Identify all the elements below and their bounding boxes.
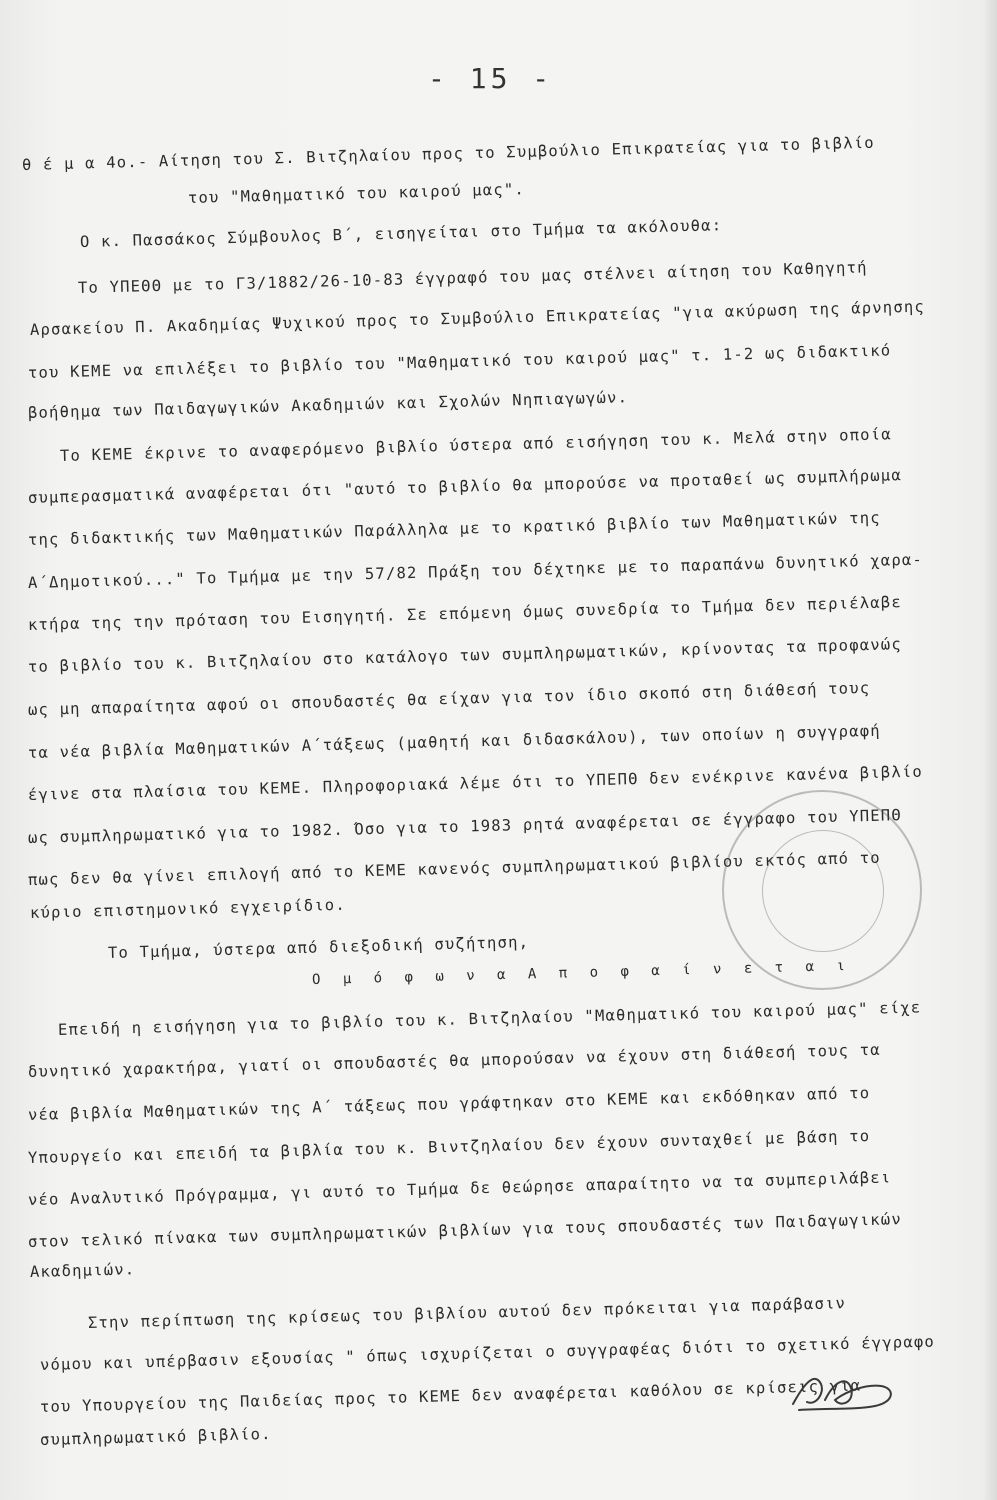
text-line: κτήρα της την πρόταση του Εισηγητή. Σε επόμενη όμως συνεδρία το Τμήμα δεν περιέλαβε bbox=[27, 593, 903, 634]
text-line: Το ΥΠΕΘΘ με το Γ3/1882/26-10-83 έγγραφό του μας στέλνει αίτηση του Καθηγητή bbox=[77, 258, 868, 297]
text-line: έγινε στα πλαίσια του ΚΕΜΕ. Πληροφοριακά λέμε ότι το ΥΠΕΠΘ δεν ενέκρινε κανένα βιβλίο bbox=[27, 762, 924, 804]
text-line: κύριο επιστημονικό εγχειρίδιο. bbox=[29, 895, 347, 922]
signature-mark bbox=[785, 1362, 905, 1422]
text-line: Το ΚΕΜΕ έκρινε το αναφερόμενο βιβλίο ύστερα από εισήγηση του κ. Μελά στην οποία bbox=[59, 425, 892, 465]
text-line: νέο Αναλυτικό Πρόγραμμα, γι αυτό το Τμήμα δε θεώρησε απαραίτητο να τα συμπεριλάβει bbox=[27, 1168, 892, 1209]
text-line: συμπερασματικά αναφέρεται ότι "αυτό το βιβλίο θα μπορούσε να προταθεί ως συμπλήρωμα bbox=[27, 466, 903, 507]
text-line: της διδακτικής των Μαθηματικών Παράλληλα με το κρατικό βιβλίο των Μαθηματικών της bbox=[27, 508, 882, 549]
stamp-inner-ring bbox=[762, 830, 884, 952]
text-line: το βιβλίο του κ. Βιτζηλαίου στο κατάλογο των συμπληρωματικών, κρίνοντας τα προφανώς bbox=[27, 635, 903, 676]
text-line: θ έ μ α 4ο.- Αίτηση του Σ. Βιτζηλαίου προς το Συμβούλιο Επικρατείας για το βιβλίο bbox=[21, 133, 876, 174]
text-line: ως συμπληρωματικό για το 1982. Όσο για το 1983 ρητά αναφέρεται σε έγγραφο του ΥΠΕΠΘ bbox=[27, 806, 903, 847]
text-line: Υπουργείο και επειδή τα βιβλία του κ. Βιντζηλαίου δεν έχουν συνταχθεί με βάση το bbox=[27, 1126, 871, 1167]
text-line: Α΄Δημοτικού..." Το Τμήμα με την 57/82 Πράξη του δέχτηκε με το παραπάνω δυνητικό χαρα- bbox=[27, 550, 924, 592]
text-line: ως μη απαραίτητα αφού οι σπουδαστές θα είχαν για τον ίδιο σκοπό στη διάθεσή τους bbox=[27, 678, 871, 719]
text-line: νόμου και υπέρβασιν εξουσίας " όπως ισχυρίζεται ο συγγραφέας διότι το σχετικό έγγραφο bbox=[39, 1332, 936, 1374]
text-line: βοήθημα των Παιδαγωγικών Ακαδημιών και Σχολών Νηπιαγωγών. bbox=[27, 388, 629, 422]
text-line: του ΚΕΜΕ να επιλέξει το βιβλίο του "Μαθηματικό του καιρού μας" τ. 1-2 ως διδακτικό bbox=[27, 341, 892, 382]
text-line: Το Τμήμα, ύστερα από διεξοδική συζήτηση, bbox=[107, 932, 530, 962]
text-line: Αρσακείου Π. Ακαδημίας Ψυχικού προς το Συμβούλιο Επικρατείας "για ακύρωση της άρνησης bbox=[29, 297, 926, 339]
text-line: δυνητικό χαρακτήρα, γιατί οι σπουδαστές θα μπορούσαν να έχουν στη διάθεσή τους τα bbox=[27, 1040, 882, 1081]
text-line: πως δεν θα γίνει επιλογή από το ΚΕΜΕ κανενός συμπληρωματικού βιβλίου εκτός από το bbox=[27, 848, 882, 889]
text-line: στον τελικό πίνακα των συμπληρωματικών βιβλίων για τους σπουδαστές των Παιδαγωγικών bbox=[27, 1210, 903, 1251]
text-line: του Υπουργείου της Παιδείας προς το ΚΕΜΕ δεν αναφέρεται καθόλου σε κρίσεις για bbox=[39, 1376, 862, 1416]
text-line: τα νέα βιβλία Μαθηματικών Α΄τάξεως (μαθητή και διδασκάλου), των οποίων η συγγραφή bbox=[27, 721, 882, 762]
text-line: συμπληρωματικό βιβλίο. bbox=[39, 1424, 272, 1449]
page-edge-shadow bbox=[983, 0, 997, 1500]
text-line: του "Μαθηματικό του καιρού μας". bbox=[187, 180, 526, 207]
text-line: Ακαδημιών. bbox=[29, 1260, 136, 1281]
official-stamp bbox=[722, 790, 922, 990]
text-line: Επειδή η εισήγηση για το βιβλίο του κ. Βιτζηλαίου "Μαθηματικό του καιρού μας" είχε bbox=[57, 998, 922, 1039]
text-line: Ο κ. Πασσάκος Σύμβουλος Β΄, εισηγείται στο Τμήμα τα ακόλουθα: bbox=[79, 216, 723, 251]
decision-heading: Ο μ ό φ ω ν α Α π ο φ α ί ν ε τ α ι bbox=[311, 957, 853, 988]
text-line: νέα βιβλία Μαθηματικών της Α΄ τάξεως που γράφτηκαν στο ΚΕΜΕ και εκδόθηκαν από το bbox=[27, 1083, 871, 1124]
text-line: Στην περίπτωση της κρίσεως του βιβλίου αυτού δεν πρόκειται για παράβασιν bbox=[87, 1294, 847, 1332]
page-number: - 15 - bbox=[428, 62, 554, 95]
